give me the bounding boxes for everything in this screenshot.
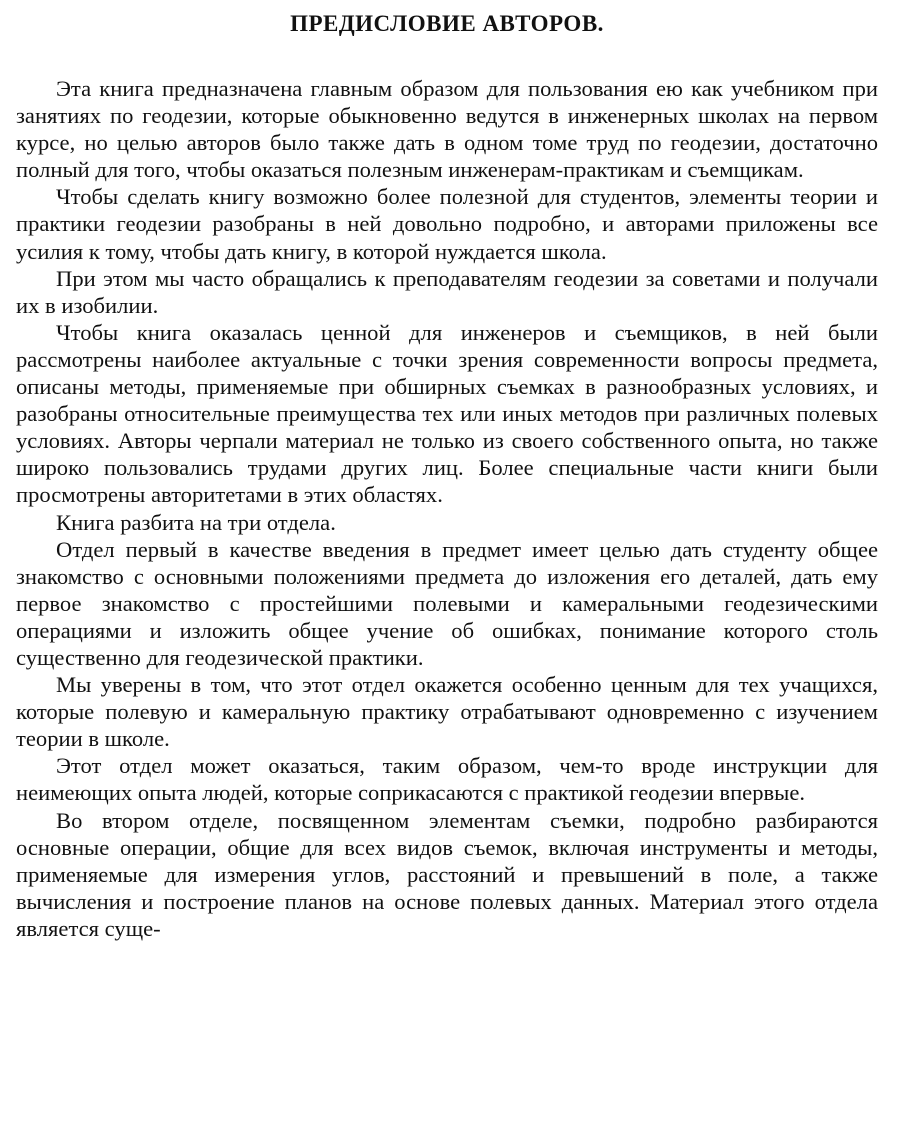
document-page [16, 0, 878, 1132]
paragraph: Мы уверены в том, что этот отдел окажется особенно ценным для тех учащихся, которые полевую и камеральную практику отрабатывают одновременно с изучением теории в школе. [16, 672, 878, 752]
paragraph: Чтобы книга оказалась ценной для инженеров и съемщиков, в ней были рассмотрены наиболее актуальные с точки зрения современности вопросы предмета, описаны методы, применяемые при обширных съемках в разнообразных условиях, и разобраны относительные преимущества тех или иных методов при различных полевых условиях. Авторы черпали материал не только из своего собственного опыта, но также широко пользовались трудами других лиц. Более специальные части книги были просмотрены авторитетами в этих областях. [16, 319, 878, 508]
paragraph: Во втором отделе, посвященном элементам съемки, подробно разбираются основные операции, общие для всех видов съемок, включая инструменты и методы, применяемые для измерения углов, расстояний и превышений в поле, а также вычисления и построение планов на основе полевых данных. Материал этого отдела является суще- [16, 807, 878, 941]
page-title: ПРЕДИСЛОВИЕ АВТОРОВ. [290, 11, 604, 36]
paragraph: Книга разбита на три отдела. [56, 509, 336, 535]
paragraph: Эта книга предназначена главным образом для пользования ею как учебником при занятиях по геодезии, которые обыкновенно ведутся в инженерных школах на первом курсе, но целью авторов было также дать в одном томе труд по геодезии, достаточно полный для того, чтобы оказаться полезным инженерам-практикам и съемщикам. [16, 76, 878, 183]
paragraph: Чтобы сделать книгу возможно более полезной для студентов, элементы теории и практики геодезии разобраны в ней довольно подробно, и авторами приложены все усилия к тому, чтобы дать книгу, в которой нуждается школа. [16, 184, 878, 264]
paragraph: При этом мы часто обращались к преподавателям геодезии за советами и получали их в изобилии. [16, 265, 878, 318]
paragraph: Отдел первый в качестве введения в предмет имеет целью дать студенту общее знакомство с основными положениями предмета до изложения его деталей, дать ему первое знакомство с простейшими полевыми и камеральными геодезическими операциями и изложить общее учение об ошибках, понимание которого столь существенно для геодезической практики. [16, 536, 878, 670]
paragraph: Этот отдел может оказаться, таким образом, чем-то вроде инструкции для неимеющих опыта людей, которые соприкасаются с практикой геодезии впервые. [16, 753, 878, 806]
